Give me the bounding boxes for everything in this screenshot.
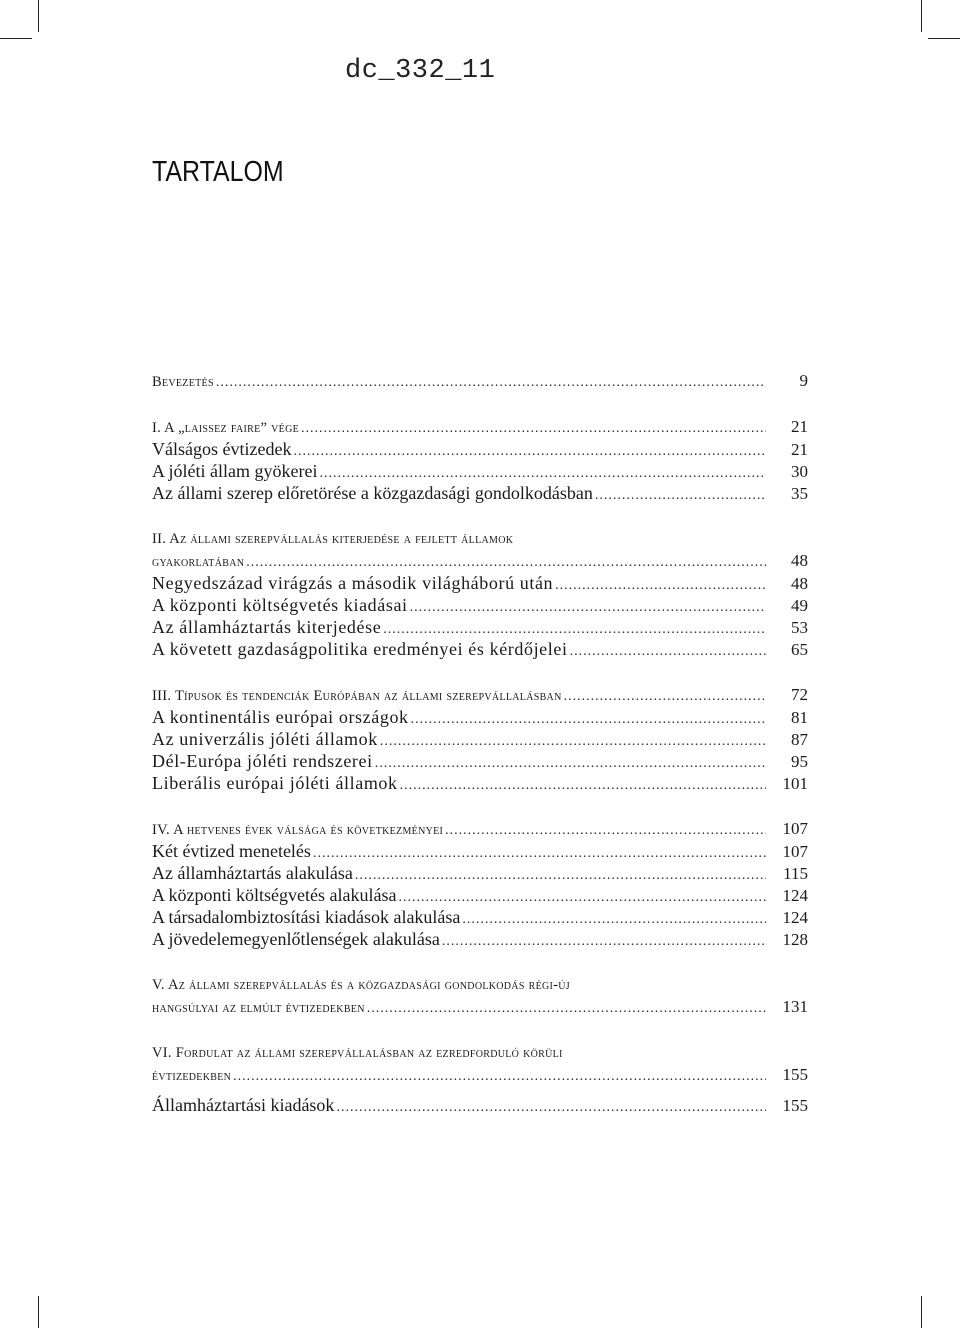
toc-page-number: 48 (791, 551, 808, 570)
toc-section[interactable] (152, 728, 808, 750)
toc-entry-text: A kontinentális európai országok (152, 707, 409, 727)
toc-entry-text: Az univerzális jóléti államok (152, 729, 378, 749)
toc-page-number: 124 (782, 908, 808, 927)
toc-entry-text: évtizedekben (152, 1068, 232, 1084)
toc-section[interactable] (152, 928, 808, 950)
toc-entry-text: A követett gazdaságpolitika eredményei és kérdőjelei (152, 639, 568, 659)
toc-page-number: 155 (782, 1065, 808, 1084)
toc-page-number: 95 (791, 752, 808, 771)
toc-entry-text: II. Az állami szerepvállalás kiterjedése a fejlett államok (152, 531, 514, 547)
toc-entry-text: A központi költségvetés kiadásai (152, 595, 408, 615)
dot-leader (570, 641, 766, 663)
page-title: TARTALOM (152, 156, 284, 188)
toc-entry-text: Az államháztartás kiterjedése (152, 617, 382, 637)
toc-entry-text: Válságos évtizedek (152, 439, 292, 459)
dot-leader (233, 1066, 766, 1088)
toc-page-number: 48 (791, 574, 808, 593)
dot-leader (445, 820, 766, 842)
toc-page-number: 107 (782, 819, 808, 838)
toc-page-number: 124 (782, 886, 808, 905)
toc-section[interactable] (152, 638, 808, 660)
dot-leader (246, 552, 766, 574)
toc-entry-text: gyakorlatában (152, 554, 245, 570)
dot-leader (216, 372, 766, 394)
toc-section[interactable] (152, 460, 808, 482)
toc-entry-text: Az államháztartás alakulása (152, 863, 353, 883)
toc-entry-text: A központi költségvetés alakulása (152, 885, 397, 905)
toc-chapter-5[interactable] (152, 996, 808, 1018)
toc-entry-text: Bevezetés (152, 374, 214, 390)
crop-mark (38, 0, 39, 32)
toc-page-number: 21 (791, 417, 808, 436)
toc-section[interactable] (152, 862, 808, 884)
toc-entry-text: Liberális európai jóléti államok (152, 773, 398, 793)
toc-section[interactable] (152, 594, 808, 616)
toc-entry-text: Negyedszázad virágzás a második világháború után (152, 573, 554, 593)
toc-section[interactable] (152, 906, 808, 928)
dot-leader (313, 843, 766, 865)
crop-mark (921, 0, 922, 32)
toc-page-number: 107 (782, 842, 808, 861)
toc-page-number: 9 (799, 371, 808, 390)
dot-leader (367, 998, 766, 1020)
toc-page-number: 128 (782, 930, 808, 949)
toc-section[interactable] (152, 706, 808, 728)
dot-leader (462, 909, 766, 931)
toc-page-number: 81 (791, 708, 808, 727)
dot-leader (442, 931, 766, 953)
toc-section[interactable] (152, 884, 808, 906)
dot-leader (293, 441, 766, 463)
toc-entry-text: hangsúlyai az elmúlt évtizedekben (152, 1000, 365, 1016)
toc-section[interactable] (152, 572, 808, 594)
crop-mark (921, 1296, 922, 1328)
toc-chapter-2-line1[interactable] (152, 528, 808, 550)
dot-leader (411, 709, 766, 731)
toc-entry-text: Két évtized menetelés (152, 841, 311, 861)
toc-page-number: 21 (791, 440, 808, 459)
toc-entry-text: I. A „laissez faire” vége (152, 420, 300, 436)
toc-entry-introduction[interactable] (152, 370, 808, 392)
toc-section[interactable] (152, 1094, 808, 1116)
crop-mark (0, 38, 32, 39)
toc-entry-text: Államháztartási kiadások (152, 1095, 335, 1115)
toc-section[interactable] (152, 438, 808, 460)
table-of-contents (152, 370, 808, 1116)
toc-section[interactable] (152, 482, 808, 504)
toc-entry-text: Dél-Európa jóléti rendszerei (152, 751, 373, 771)
toc-chapter-6[interactable] (152, 1064, 808, 1086)
dot-leader (355, 865, 766, 887)
toc-page-number: 101 (782, 774, 808, 793)
toc-entry-text: V. Az állami szerepvállalás és a közgazdasági gondolkodás régi-új (152, 977, 570, 993)
document-id: dc_332_11 (345, 56, 496, 86)
toc-chapter-1[interactable] (152, 416, 808, 438)
toc-section[interactable] (152, 750, 808, 772)
toc-page-number: 30 (791, 462, 808, 481)
toc-page-number: 115 (783, 864, 808, 883)
toc-chapter-5-line1[interactable] (152, 974, 808, 996)
toc-page-number: 53 (791, 618, 808, 637)
dot-leader (564, 686, 766, 708)
toc-entry-text: III. Típusok és tendenciák Európában az állami szerepvállalásban (152, 688, 562, 704)
dot-leader (336, 1097, 766, 1119)
crop-mark (928, 38, 960, 39)
dot-leader (595, 485, 766, 507)
toc-page-number: 87 (791, 730, 808, 749)
toc-entry-text: A jóléti állam gyökerei (152, 461, 318, 481)
toc-chapter-2[interactable] (152, 550, 808, 572)
toc-section[interactable] (152, 772, 808, 794)
toc-page-number: 35 (791, 484, 808, 503)
dot-leader (555, 575, 766, 597)
toc-entry-text: Az állami szerep előretörése a közgazdasági gondolkodásban (152, 483, 593, 503)
toc-chapter-3[interactable] (152, 684, 808, 706)
toc-chapter-6-line1[interactable] (152, 1042, 808, 1064)
dot-leader (400, 775, 766, 797)
crop-mark (38, 1296, 39, 1328)
dot-leader (380, 731, 766, 753)
toc-page-number: 65 (791, 640, 808, 659)
toc-entry-text: A jövedelemegyenlőtlenségek alakulása (152, 929, 440, 949)
toc-entry-text: IV. A hetvenes évek válsága és következményei (152, 822, 444, 838)
toc-section[interactable] (152, 616, 808, 638)
toc-chapter-4[interactable] (152, 818, 808, 840)
toc-page-number: 49 (791, 596, 808, 615)
toc-section[interactable] (152, 840, 808, 862)
toc-entry-text: A társadalombiztosítási kiadások alakulása (152, 907, 461, 927)
dot-leader (375, 753, 766, 775)
dot-leader (410, 597, 766, 619)
toc-page-number: 72 (791, 685, 808, 704)
dot-leader (301, 418, 766, 440)
toc-page-number: 131 (782, 997, 808, 1016)
toc-page-number: 155 (782, 1096, 808, 1115)
toc-entry-text: VI. Fordulat az állami szerepvállalásban az ezredforduló körüli (152, 1045, 563, 1061)
